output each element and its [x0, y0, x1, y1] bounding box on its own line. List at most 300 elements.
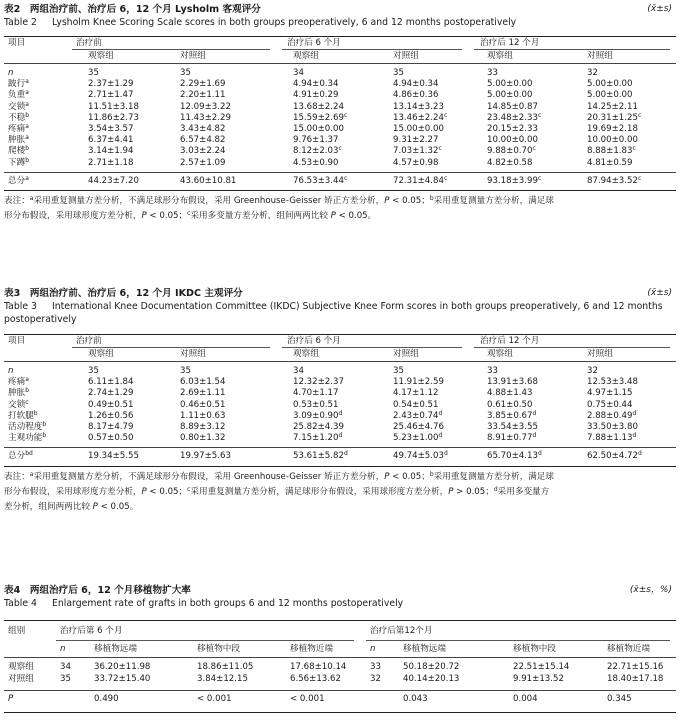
t2-row-6-label-text: 肿胀	[8, 135, 26, 146]
t3-row-2-cell-2	[293, 388, 338, 399]
t3-row-2-cell-5-value: 4.97±1.15	[587, 388, 633, 399]
t2-row-2-label-sup: a	[25, 89, 29, 97]
t3-row-2-cell-4-value: 4.88±1.43	[487, 388, 533, 399]
t3-row-3-label-text: 交锁	[8, 399, 26, 410]
t2-row-3-cell-4-value: 14.85±0.87	[487, 101, 538, 112]
t2-row-8-cell-0-value: 2.71±1.18	[88, 157, 134, 168]
t2-row-6-cell-3-value: 9.31±2.27	[393, 135, 439, 146]
t3-note-seg-1-5: P	[448, 486, 454, 497]
t3-row-4-cell-3-sup: d	[438, 409, 443, 417]
t3-row-6-cell-0	[88, 433, 133, 444]
t3-row-0-cell-4-value: 33	[487, 366, 498, 376]
table-4-unit: (x̄±s，%)	[629, 585, 672, 595]
t3-row-1-cell-3	[393, 377, 444, 388]
t2-row-2-cell-5-value: 5.00±0.00	[587, 90, 633, 101]
t4-row-1-cell-1: 33.72±15.40	[94, 674, 151, 684]
table-3-title-en-text-2: postoperatively	[4, 314, 77, 325]
t2-row-2-cell-2	[293, 90, 338, 101]
t3-note-seg-1-1: P	[141, 486, 147, 497]
t3-row-6-cell-2	[293, 433, 342, 444]
t3-note-seg-2-1: P	[92, 501, 98, 512]
t3-row-3-cell-3-value: 0.54±0.51	[393, 399, 439, 410]
t2-note-seg-0-6: 采用重复测量方差分析，满足球	[433, 195, 554, 206]
t3-row-0-cell-5-value: 32	[587, 366, 598, 376]
t2-total-cell-5-value: 87.94±3.52	[587, 175, 638, 186]
table-3-sub-4: 观察组	[487, 349, 513, 359]
t2-row-3-label-text: 交锁	[8, 101, 26, 112]
t2-row-1-cell-4-value: 5.00±0.00	[487, 79, 533, 90]
table-2-header-group-1: 治疗后 6 个月	[287, 38, 341, 48]
t3-row-1-cell-4	[487, 377, 538, 388]
t2-note-seg-1-3: c	[187, 209, 191, 217]
t2-row-8-cell-2-value: 4.53±0.90	[293, 157, 339, 168]
t3-total-cell-0-value: 19.34±5.55	[88, 451, 139, 462]
t3-row-6-cell-5-value: 7.88±1.13	[587, 433, 633, 444]
t2-total-cell-4	[487, 176, 541, 187]
t3-row-2-cell-1-value: 2.69±1.11	[180, 388, 226, 399]
t2-row-0-cell-5-value: 32	[587, 68, 598, 78]
t3-row-4-cell-2	[293, 411, 342, 422]
t2-row-6-cell-1-value: 6.57±4.82	[180, 135, 226, 146]
t2-row-2-cell-2-value: 4.91±0.29	[293, 90, 339, 101]
t3-row-1-cell-5	[587, 377, 638, 388]
t3-row-1-cell-3-value: 11.91±2.59	[393, 377, 444, 388]
t3-note-seg-1-6: > 0.05；	[453, 486, 494, 497]
t2-row-1-cell-5-value: 5.00±0.00	[587, 79, 633, 90]
t2-row-5-label-sup: a	[25, 122, 29, 130]
t4-row-1-cell-5: 40.14±20.13	[403, 674, 460, 684]
t2-row-2-cell-5	[587, 90, 632, 101]
t2-row-4-cell-5-sup: c	[637, 111, 642, 119]
t4-row-0-cell-2: 18.86±11.05	[197, 662, 254, 672]
t2-row-1-cell-2	[293, 79, 338, 90]
t2-row-3-cell-3-value: 13.14±3.23	[393, 101, 444, 112]
table-2-note	[4, 194, 676, 224]
t3-total-cell-3	[393, 451, 448, 462]
t2-total-cell-4-sup: c	[537, 174, 542, 182]
table-2-header-sub	[4, 49, 676, 63]
t2-row-0-label	[8, 68, 13, 79]
t2-row-0-label-text: n	[8, 68, 14, 78]
t3-row-2-cell-5	[587, 388, 632, 399]
t2-row-3	[4, 102, 676, 113]
t2-row-1-cell-3-value: 4.94±0.34	[393, 79, 439, 90]
t2-row-6-cell-3	[393, 135, 438, 146]
t3-row-2-cell-2-value: 4.70±1.17	[293, 388, 339, 399]
table-4-header-groups	[4, 621, 676, 641]
t3-row-5-cell-4	[487, 422, 538, 433]
t4-row-0-cell-5: 50.18±20.72	[403, 662, 460, 672]
t4-row-0-cell-4: 33	[370, 662, 381, 672]
t4-row-1-cell-3: 6.56±13.62	[290, 674, 341, 684]
table-4-sub-2: 移植物中段	[197, 644, 240, 654]
t2-row-5-cell-1	[180, 124, 225, 135]
t3-row-4-label-text: 打软腿	[8, 410, 34, 421]
t2-row-4-cell-3-value: 13.46±2.24	[393, 112, 444, 123]
t2-row-6-cell-1	[180, 135, 225, 146]
t2-row-5-cell-4-value: 20.15±2.33	[487, 123, 538, 134]
t3-row-5-cell-3	[393, 422, 444, 433]
table-4-sub-5: 移植物远端	[403, 644, 446, 654]
t2-row-7-cell-4	[487, 146, 536, 157]
table-2-unit: (x̄±s)	[647, 4, 672, 14]
t2-row-8-cell-3-value: 4.57±0.98	[393, 157, 439, 168]
t2-note-seg-0-4: < 0.05；	[389, 195, 430, 206]
t3-row-2-cell-3	[393, 388, 438, 399]
t4-p-row-cell-5: 0.043	[403, 694, 428, 704]
t2-row-4-cell-0-value: 11.86±2.73	[88, 112, 139, 123]
t2-row-4-cell-4-value: 23.48±2.33	[487, 112, 538, 123]
t3-row-1-cell-2-value: 12.32±2.37	[293, 377, 344, 388]
t3-row-3-cell-3	[393, 400, 438, 411]
t3-row-3-cell-5-value: 0.75±0.44	[587, 399, 633, 410]
t2-row-8-cell-2	[293, 158, 338, 169]
t2-row-7	[4, 146, 676, 157]
t3-row-0-cell-3	[393, 366, 404, 377]
t2-row-1-cell-0	[88, 79, 133, 90]
t2-note-seg-0-2: 采用重复测量方差分析，不满足球形分布假设，采用 Greenhouse-Geisser 矫正方差分析，	[33, 195, 385, 206]
t3-row-4-cell-0-value: 1.26±0.56	[88, 410, 134, 421]
table-4-header-group-label: 组别	[8, 626, 26, 636]
t3-total-cell-2-value: 53.61±5.82	[293, 451, 344, 462]
t2-total-cell-4-value: 93.18±3.99	[487, 175, 538, 186]
t3-note-line-1	[4, 485, 676, 500]
t3-total-cell-4	[487, 451, 542, 462]
table-2-label-en: Table 2	[4, 17, 37, 28]
t2-row-6-cell-2-value: 9.76±1.37	[293, 135, 339, 146]
t2-row-7-cell-2	[293, 146, 342, 157]
t2-note-seg-1-1: P	[141, 210, 147, 221]
t4-row-1-cell-4: 32	[370, 674, 381, 684]
t2-row-6-cell-5	[587, 135, 638, 146]
t3-row-2-cell-0	[88, 388, 133, 399]
t2-row-4-cell-5-value: 20.31±1.25	[587, 112, 638, 123]
t3-row-3-cell-0-value: 0.49±0.51	[88, 399, 134, 410]
t2-row-0-cell-2	[293, 68, 304, 79]
t3-row-1-cell-1	[180, 377, 225, 388]
t2-row-3-cell-2-value: 13.68±2.24	[293, 101, 344, 112]
t3-row-5-label-sup: b	[42, 420, 47, 428]
t3-row-0-label	[8, 366, 13, 377]
t2-note-seg-1-2: < 0.05；	[146, 210, 188, 221]
t3-row-2	[4, 388, 676, 399]
t2-row-1-cell-1-value: 2.29±1.69	[180, 79, 226, 90]
t3-total-label-sup: bd	[25, 450, 33, 458]
t2-total-cell-2-sup: c	[343, 174, 348, 182]
t2-row-6-cell-2	[293, 135, 338, 146]
t3-row-3-cell-2-value: 0.53±0.51	[293, 399, 339, 410]
t3-row-5-cell-0	[88, 422, 133, 433]
t3-row-4-cell-4	[487, 411, 536, 422]
t2-row-3-cell-3	[393, 102, 444, 113]
table-3-sub-1: 对照组	[180, 349, 206, 359]
t2-row-8-label-text: 下蹲	[8, 157, 26, 168]
t2-row-1-cell-0-value: 2.37±1.29	[88, 79, 134, 90]
table-2	[4, 3, 676, 224]
table-2-title-cn-text: 表2 两组治疗前、治疗后 6，12 个月 Lysholm 客观评分	[4, 4, 261, 15]
t3-total-cell-1	[180, 451, 231, 462]
t3-note-seg-0-4: < 0.05；	[389, 471, 430, 482]
t3-row-1-cell-0-value: 6.11±1.84	[88, 377, 134, 388]
t4-row-0-cell-0: 34	[60, 662, 71, 672]
t2-total-cell-3	[393, 176, 447, 187]
table-4-sub-4: n	[370, 644, 376, 654]
table-3-title-en-text: International Knee Documentation Committee (IKDC) Subjective Knee Form scores in both groups preoperatively, 6 and 12 months	[52, 301, 663, 312]
t3-row-0-cell-4	[487, 366, 498, 377]
table-2-title-cn	[4, 3, 676, 16]
t2-note-seg-0-1: a	[29, 194, 34, 202]
table-2-sub-2: 观察组	[293, 51, 319, 61]
t2-row-3-cell-0	[88, 102, 139, 113]
t3-row-5-cell-3-value: 25.46±4.76	[393, 421, 444, 432]
t2-row-4-cell-4	[487, 113, 541, 124]
t3-row-5-cell-2	[293, 422, 344, 433]
table-3-total-row	[4, 448, 676, 464]
t3-row-3-cell-4	[487, 400, 532, 411]
t4-p-row-cell-1: 0.490	[94, 694, 119, 704]
t3-row-4-label-sup: b	[33, 409, 38, 417]
t2-row-4-label-sup: b	[25, 111, 30, 119]
t4-row-0-label: 观察组	[8, 662, 34, 672]
t3-total-cell-4-sup: d	[537, 450, 542, 458]
t3-row-2-label-sup: b	[25, 387, 30, 395]
t2-row-7-label-text: 爬楼	[8, 146, 26, 157]
t3-note-seg-0-3: P	[384, 471, 390, 482]
t2-total-cell-2-value: 76.53±3.44	[293, 175, 344, 186]
table-3-title-en	[4, 300, 676, 326]
t3-total-label-text: 总分	[8, 451, 26, 462]
t2-row-8-cell-0	[88, 158, 133, 169]
t2-row-6-cell-4-value: 10.00±0.00	[487, 135, 538, 146]
t2-note-seg-1-6: < 0.05。	[335, 210, 377, 221]
t3-total	[4, 451, 676, 462]
table-4-sub-1: 移植物远端	[94, 644, 137, 654]
table-3-header-group-2: 治疗后 12 个月	[480, 336, 540, 346]
table-4-body	[4, 658, 676, 686]
t3-total-cell-2-sup: d	[343, 450, 348, 458]
t3-row-3-cell-2	[293, 400, 338, 411]
t2-row-2-cell-0-value: 2.71±1.47	[88, 90, 134, 101]
t2-row-2-cell-3	[393, 90, 438, 101]
t3-row-3-label	[8, 400, 29, 411]
table-4-title-en-text: Enlargement rate of grafts in both groups 6 and 12 months postoperatively	[52, 598, 404, 609]
t2-note-seg-0-3: P	[384, 195, 390, 206]
t3-row-0-cell-1-value: 35	[180, 366, 191, 376]
t2-row-5-cell-1-value: 3.43±4.82	[180, 123, 226, 134]
table-4-p-row	[4, 691, 676, 709]
t3-row-4-cell-2-value: 3.09±0.90	[293, 410, 339, 421]
t4-row-1-cell-0: 35	[60, 674, 71, 684]
table-2-title-en-text: Lysholm Knee Scoring Scale scores in both groups preoperatively, 6 and 12 months postoperatively	[52, 17, 517, 28]
t3-row-0-label-text: n	[8, 366, 14, 376]
t3-row-6-label-text: 主观功能	[8, 433, 43, 444]
t2-note-seg-1-5: P	[330, 210, 336, 221]
t2-row-7-cell-2-value: 8.12±2.03	[293, 146, 339, 157]
t2-row-7-cell-2-sup: c	[338, 145, 342, 153]
t2-row-2-label-text: 负重	[8, 90, 26, 101]
t3-row-6-cell-5	[587, 433, 636, 444]
t3-row-1-label-text: 疼痛	[8, 377, 26, 388]
t2-row-2-cell-4	[487, 90, 532, 101]
table-4-title-cn-text: 表4 两组治疗后 6，12 个月移植物扩大率	[4, 585, 191, 596]
table-3-header-groups	[4, 335, 676, 347]
table-2-sub-0: 观察组	[88, 51, 114, 61]
t3-row-6-cell-5-sup: d	[632, 432, 637, 440]
table-3-title-cn-text: 表3 两组治疗前、治疗后 6，12 个月 IKDC 主观评分	[4, 288, 243, 299]
table-2-header-group-2: 治疗后 12 个月	[480, 38, 540, 48]
t3-note-seg-0-6: 采用重复测量方差分析，满足球	[433, 471, 554, 482]
t2-row-7-cell-3-sup: c	[438, 145, 442, 153]
t3-note-seg-0-2: 采用重复测量方差分析，不满足球形分布假设，采用 Greenhouse-Geisser 矫正方差分析，	[33, 471, 385, 482]
table-3-unit: (x̄±s)	[647, 288, 672, 298]
t4-row-1-cell-6: 9.91±13.52	[513, 674, 564, 684]
table-4-header-sub	[4, 641, 676, 657]
t2-row-0-cell-0-value: 35	[88, 68, 99, 78]
t3-row-2-cell-0-value: 2.74±1.29	[88, 388, 134, 399]
t2-total-cell-3-value: 72.31±4.84	[393, 175, 444, 186]
t4-row-0-cell-6: 22.51±15.14	[513, 662, 570, 672]
t3-total-cell-3-sup: d	[443, 450, 448, 458]
t3-row-6-cell-0-value: 0.57±0.50	[88, 433, 134, 444]
t3-total-cell-5	[587, 451, 642, 462]
table-3-header-group-0: 治疗前	[76, 336, 102, 346]
table-3-header-sub	[4, 347, 676, 361]
t3-note-seg-0-0: 表注：	[4, 471, 30, 482]
table-2-title-en	[4, 16, 676, 29]
table-2-header-item: 项目	[8, 38, 26, 48]
t3-row-3-cell-0	[88, 400, 133, 411]
t2-row-5-label-text: 疼痛	[8, 123, 26, 134]
table-4-sub-7: 移植物近端	[607, 644, 650, 654]
table-3-sub-0: 观察组	[88, 349, 114, 359]
t3-note-seg-2-2: < 0.05。	[97, 501, 139, 512]
t2-row-3-label-sup: a	[25, 100, 29, 108]
t3-row-0	[4, 366, 676, 377]
t3-row-5-cell-4-value: 33.54±3.55	[487, 421, 538, 432]
t3-row-4-cell-4-value: 3.85±0.67	[487, 410, 533, 421]
t2-row-3-cell-5-value: 14.25±2.11	[587, 101, 638, 112]
t3-row-2-cell-1	[180, 388, 225, 399]
t2-row-4-cell-0	[88, 113, 139, 124]
t2-row-0-cell-3-value: 35	[393, 68, 404, 78]
t3-row-6-cell-4-value: 8.91±0.77	[487, 433, 533, 444]
t2-row-0-cell-0	[88, 68, 99, 79]
t3-row-2-cell-4	[487, 388, 532, 399]
t2-row-7-cell-1-value: 3.03±2.24	[180, 146, 226, 157]
table-2-header-groups	[4, 37, 676, 49]
t3-row-6-label-sup: b	[42, 432, 47, 440]
t2-total-cell-0	[88, 176, 139, 187]
t3-row-6-cell-3-value: 5.23±1.00	[393, 433, 439, 444]
t3-row-6-cell-4	[487, 433, 536, 444]
t3-row-5-cell-5-value: 33.50±3.80	[587, 421, 638, 432]
t4-row-0-cell-1: 36.20±11.98	[94, 662, 151, 672]
t2-total-cell-5-sup: c	[637, 174, 642, 182]
t4-p-row-label: P	[8, 694, 14, 704]
t3-note-seg-1-2: < 0.05；	[146, 486, 188, 497]
t2-total-label-text: 总分	[8, 175, 26, 186]
t3-row-6-cell-2-value: 7.15±1.20	[293, 433, 339, 444]
table-3-sub-2: 观察组	[293, 349, 319, 359]
t3-total-cell-0	[88, 451, 139, 462]
t3-total-cell-5-value: 62.50±4.72	[587, 451, 638, 462]
t2-row-7-cell-5	[587, 146, 636, 157]
t2-row-6-cell-5-value: 10.00±0.00	[587, 135, 638, 146]
table-4-header-group-0: 治疗后第 6 个月	[60, 626, 123, 636]
t2-row-4-cell-2-sup: c	[343, 111, 348, 119]
t3-row-2-cell-3-value: 4.17±1.12	[393, 388, 439, 399]
t3-row-4-cell-3	[393, 411, 442, 422]
t2-total-cell-1-value: 43.60±10.81	[180, 175, 237, 186]
t2-row-7-cell-3	[393, 146, 442, 157]
t2-row-4-cell-3	[393, 113, 447, 124]
t2-row-0	[4, 68, 676, 79]
t3-note-seg-0-1: a	[29, 470, 34, 478]
t2-row-3-cell-1	[180, 102, 231, 113]
table-3-sub-5: 对照组	[587, 349, 613, 359]
t3-row-2-label-text: 肿胀	[8, 388, 26, 399]
t3-row-0-cell-5	[587, 366, 598, 377]
t2-row-4-cell-2-value: 15.59±2.69	[293, 112, 344, 123]
t2-row-1-cell-1	[180, 79, 225, 90]
t2-note-seg-0-0: 表注：	[4, 195, 30, 206]
t3-note-seg-0-5: b	[429, 470, 434, 478]
t2-row-0-cell-1	[180, 68, 191, 79]
table-2-header-group-0: 治疗前	[76, 38, 102, 48]
t2-row-5-cell-3	[393, 124, 444, 135]
t3-row-3-cell-4-value: 0.61±0.50	[487, 399, 533, 410]
t3-note-seg-1-4: 采用重复测量方差分析，满足球形分布假设，采用球形度方差分析，	[190, 486, 449, 497]
t2-row-8-cell-3	[393, 158, 438, 169]
t3-note-line-0	[4, 470, 676, 485]
t3-row-4-cell-2-sup: d	[338, 409, 343, 417]
t3-total-cell-4-value: 65.70±4.13	[487, 451, 538, 462]
t2-row-7-cell-5-sup: c	[632, 145, 636, 153]
t2-row-2-cell-4-value: 5.00±0.00	[487, 90, 533, 101]
t3-row-4	[4, 411, 676, 422]
t3-row-6	[4, 433, 676, 444]
table-4-header-group-1: 治疗后第12个月	[370, 626, 433, 636]
t3-row-4-cell-4-sup: d	[532, 409, 537, 417]
t4-p-row	[4, 694, 676, 706]
t3-row-6-cell-4-sup: d	[532, 432, 537, 440]
t3-row-1-label-sup: a	[25, 376, 29, 384]
t2-row-1-cell-2-value: 4.94±0.34	[293, 79, 339, 90]
t3-note-line-2	[4, 500, 676, 515]
t3-row-4-label	[8, 411, 38, 422]
t2-row-7-label-sup: b	[25, 145, 30, 153]
t2-row-8-label-sup: b	[25, 156, 30, 164]
t4-row-0	[4, 662, 676, 674]
t2-note-seg-1-4: 采用多变量方差分析，组间两两比较	[190, 210, 331, 221]
t2-row-0-cell-2-value: 34	[293, 68, 304, 78]
t2-total-cell-1	[180, 176, 236, 187]
t2-row-8-cell-4	[487, 158, 532, 169]
t2-row-7-cell-1	[180, 146, 225, 157]
t2-total-cell-2	[293, 176, 347, 187]
t3-row-1-cell-5-value: 12.53±3.48	[587, 377, 638, 388]
t3-row-4-cell-1	[180, 411, 225, 422]
t2-row-8-cell-5-value: 4.81±0.59	[587, 157, 633, 168]
t2-row-1	[4, 79, 676, 90]
t2-row-4-cell-3-sup: c	[443, 111, 448, 119]
t3-row-3-cell-1	[180, 400, 225, 411]
table-2-sub-5: 对照组	[587, 51, 613, 61]
table-4	[4, 584, 676, 713]
t4-row-1-cell-2: 3.84±12.15	[197, 674, 248, 684]
t2-row-7-cell-5-value: 8.88±1.83	[587, 146, 633, 157]
table-3-body	[4, 362, 676, 444]
